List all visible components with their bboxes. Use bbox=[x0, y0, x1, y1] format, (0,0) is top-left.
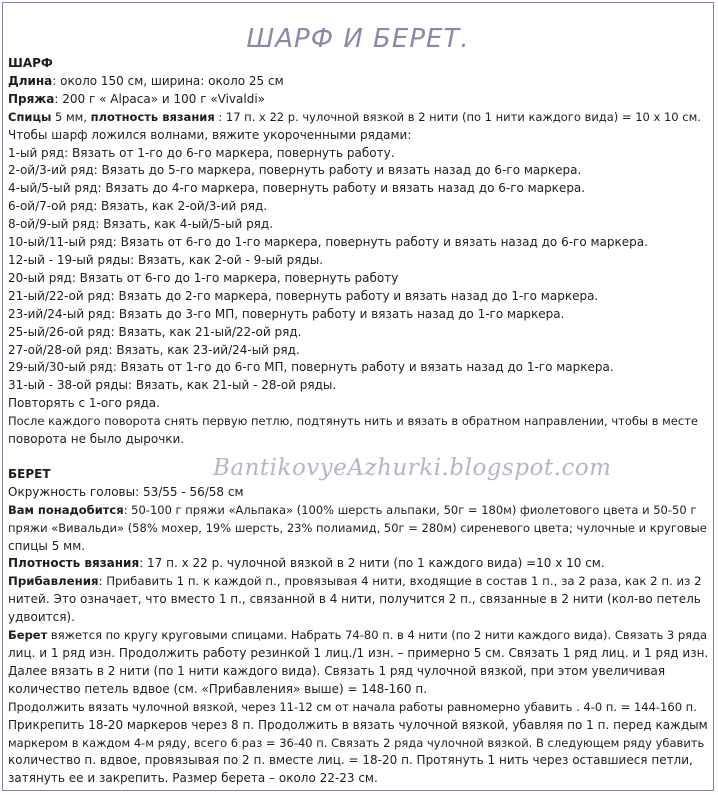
scarf-turn-note: поворота не было дырочки. bbox=[8, 432, 185, 447]
beret-instructions: маркером в каждом 4-м ряду, всего 6 раз = 36-40 п. Связать 2 ряда чулочной вязкой. В следующем ряду убавить bbox=[8, 735, 705, 750]
scarf-row: 6-ой/7-ой ряд: Вязать, как 2-ой/3-ий ряд. bbox=[8, 199, 268, 214]
beret-increase: удвоится). bbox=[8, 610, 75, 625]
document-frame bbox=[2, 2, 714, 791]
scarf-row: 4-ый/5-ый ряд: Вязать до 4-го маркера, повернуть работу и вязать назад до 6-го маркера. bbox=[8, 181, 586, 196]
scarf-row: 1-ый ряд: Вязать от 1-го до 6-го маркера, повернуть работу. bbox=[8, 145, 395, 160]
scarf-row: Повторять с 1-ого ряда. bbox=[8, 396, 160, 411]
scarf-row: 10-ый/11-ый ряд: Вязать от 6-го до 1-го маркера, повернуть работу и вязать назад до 6-го маркера. bbox=[8, 235, 648, 250]
beret-instructions: Далее вязать в 2 нити (по 1 нити каждого вида). Связать 1 ряд чулочной вязкой, при этом увеличивая bbox=[8, 663, 666, 678]
scarf-row: 27-ой/28-ой ряд: Вязать, как 23-ий/24-ый ряд. bbox=[8, 342, 300, 357]
beret-head-size: Окружность головы: 53/55 - 56/58 см bbox=[8, 484, 244, 499]
beret-instructions: затянуть ее и закрепить. Размер берета – около 22-23 см. bbox=[8, 771, 378, 786]
scarf-needles-density: Спицы 5 мм, плотность вязания : 17 п. х 22 р. чулочной вязкой в 2 нити (по 1 нити каждого вида) = 10 х 10 см. bbox=[8, 109, 701, 124]
beret-instructions: Прикрепить 18-20 маркеров через 8 п. Продолжить в вязать чулочной вязкой, убавляя по 1 п. перед каждым bbox=[8, 717, 708, 732]
scarf-row: 21-ый/22-ой ряд: Вязать до 2-го маркера, повернуть работу и вязать назад до 1-го маркера. bbox=[8, 288, 599, 303]
scarf-turn-note: После каждого поворота снять первую петлю, подтянуть нить и вязать в обратном направлении, чтобы в месте bbox=[8, 414, 698, 429]
beret-instructions: Берет вяжется по кругу круговыми спицами. Набрать 74-80 п. в 4 нити (по 2 нити каждого вида). Связать 3 ряда bbox=[8, 628, 708, 643]
scarf-intro: Чтобы шарф ложился волнами, вяжите укороченными рядами: bbox=[8, 127, 412, 142]
scarf-heading: ШАРФ bbox=[8, 56, 53, 70]
scarf-length: Длина: около 150 см, ширина: около 25 см bbox=[8, 73, 284, 88]
scarf-yarn: Пряжа: 200 г « Alpaca» и 100 г «Vivaldi» bbox=[8, 91, 266, 106]
page-title: ШАРФ И БЕРЕТ. bbox=[246, 24, 470, 54]
scarf-row: 12-ый - 19-ый ряды: Вязать, как 2-ой - 9-ый ряды. bbox=[8, 252, 324, 267]
scarf-row: 2-ой/3-ий ряд: Вязать до 5-го маркера, повернуть работу и вязать назад до 6-го маркера. bbox=[8, 163, 582, 178]
beret-materials: спицы 5 мм. bbox=[8, 538, 86, 553]
beret-instructions: Продолжить вязать чулочной вязкой, через 11-12 см от начала работы равномерно убавить . 4-0 п. = 144-160 п. bbox=[8, 699, 697, 714]
beret-instructions: количество п. вдвое, провязывая по 2 п. вместе лиц. = 18-20 п. Протянуть 1 нить через оставшиеся петли, bbox=[8, 753, 693, 768]
beret-increase: нитей. Это означает, что вместо 1 п., связанной в 4 нити, получится 2 п., связанные в 2 нити (кол-во петель bbox=[8, 592, 701, 607]
scarf-row: 25-ый/26-ой ряд: Вязать, как 21-ый/22-ой ряд. bbox=[8, 324, 302, 339]
section-gap bbox=[8, 449, 709, 466]
beret-increase: Прибавления: Прибавить 1 п. к каждой п., провязывая 4 нити, входящие в состав 1 п., за 2 раза, как 2 п. из 2 bbox=[8, 574, 702, 589]
scarf-row: 29-ый/30-ый ряд: Вязать от 1-го до 6-го МП, повернуть работу и вязать назад до 1-го маркера. bbox=[8, 360, 614, 375]
beret-materials: пряжи «Вивальди» (58% мохер, 19% шерсть, 23% полиамид, 50г = 280м) сиреневого цвета; чулочные и круговые bbox=[8, 520, 707, 535]
beret-materials: Вам понадобится: 50-100 г пряжи «Альпака» (100% шерсть альпаки, 50г = 180м) фиолетового цвета и 50-50 г bbox=[8, 502, 697, 517]
beret-heading: БЕРЕТ bbox=[8, 466, 51, 481]
blog-watermark: BantikovyeAzhurki.blogspot.com bbox=[213, 455, 612, 481]
document-body bbox=[8, 55, 709, 788]
beret-instructions: лиц. и 1 ряд изн. Продолжить работу резинкой 1 лиц./1 изн. – примерно 5 см. Связать 1 ряд лиц. и 1 ряд изн. bbox=[8, 646, 709, 660]
scarf-row: 20-ый ряд: Вязать от 6-го до 1-го маркера, повернуть работу bbox=[8, 270, 399, 285]
scarf-row: 31-ый - 38-ой ряды: Вязать, как 21-ый - 28-ой ряды. bbox=[8, 378, 337, 393]
scarf-row: 8-ой/9-ый ряд: Вязать, как 4-ый/5-ый ряд. bbox=[8, 217, 274, 232]
scarf-row: 23-ий/24-ый ряд: Вязать до 3-го МП, повернуть работу и вязать назад до 1-го маркера. bbox=[8, 306, 565, 321]
beret-density: Плотность вязания: 17 п. х 22 р. чулочной вязкой в 2 нити (по 1 каждого вида) =10 х 10 см. bbox=[8, 556, 605, 571]
beret-instructions: количество петель вдвое (см. «Прибавления» выше) = 148-160 п. bbox=[8, 681, 428, 696]
